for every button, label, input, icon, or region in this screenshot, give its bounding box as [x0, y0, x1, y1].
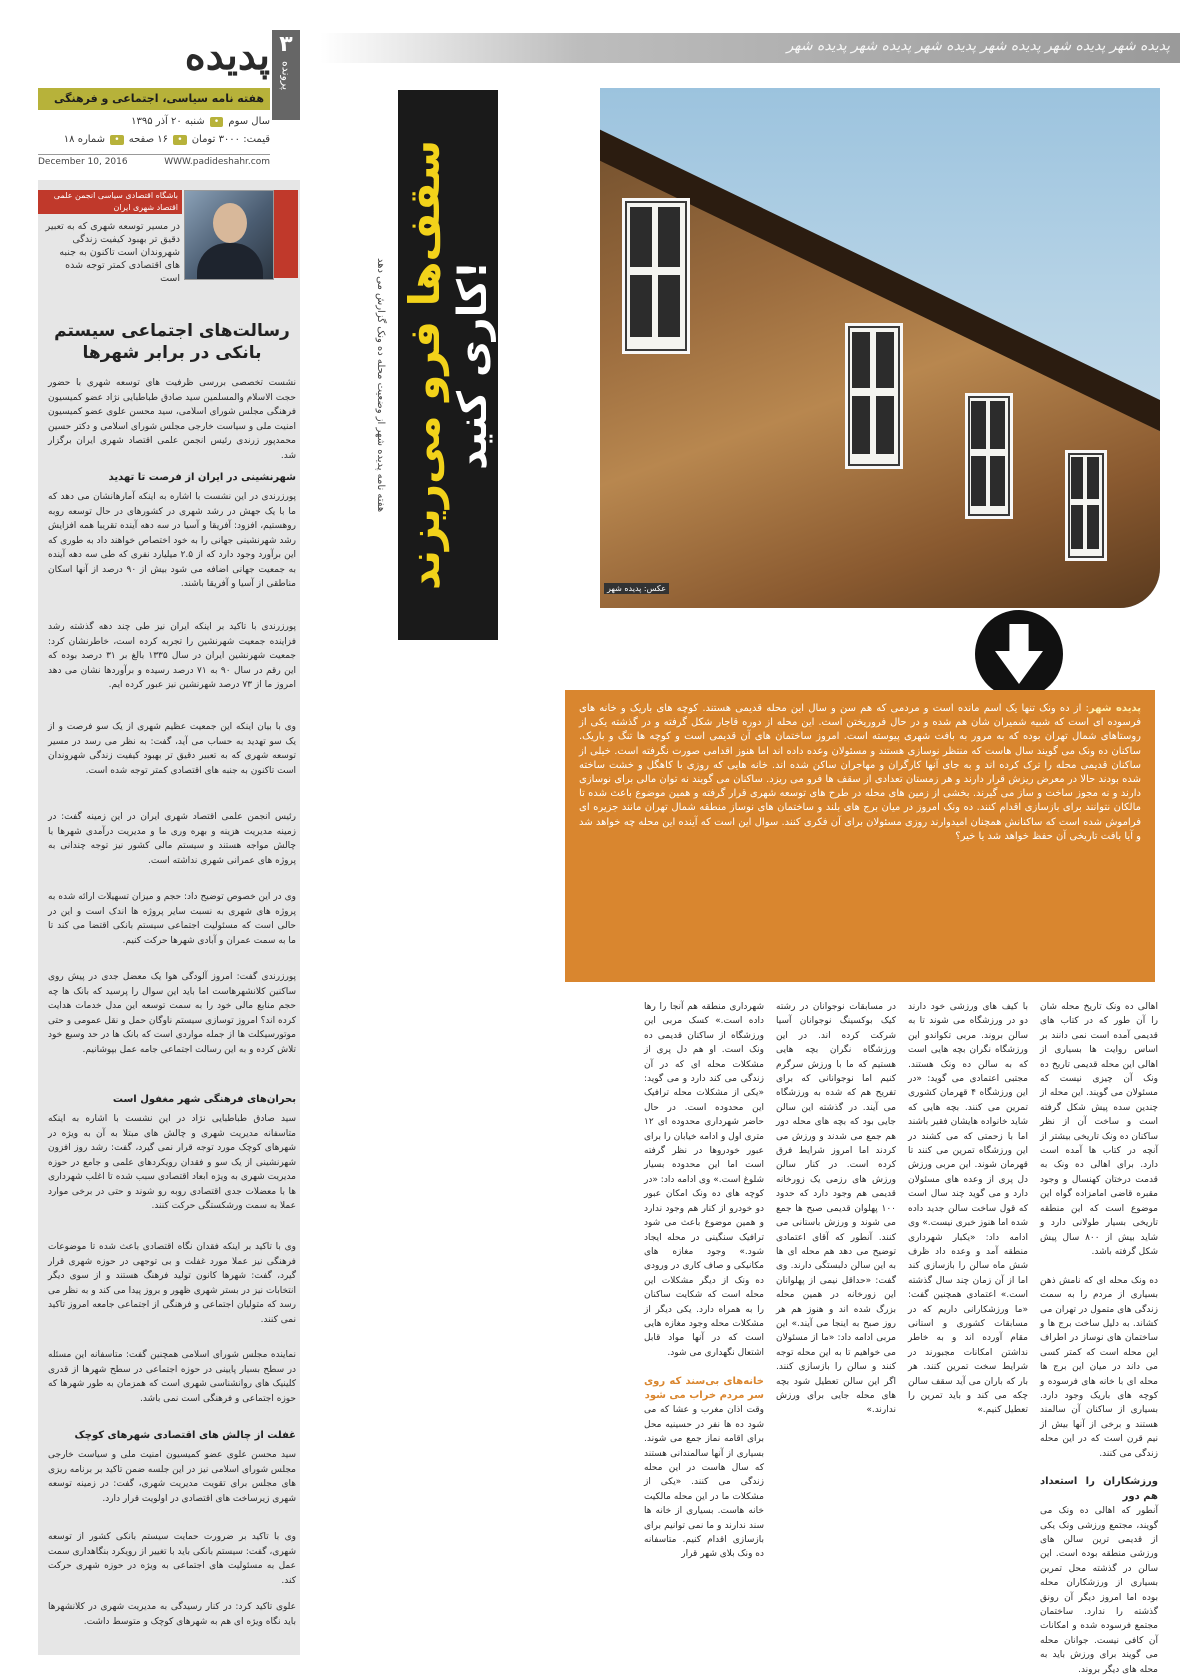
sidebar-paragraph: پورزرندی گفت: امروز آلودگی هوا یک معضل جدی در پیش روی ساکنین کلانشهرهاست اما باید این سوال را پرسید که بانک ها چه حجم منابع مالی خود را به سمت توسعه این مدل خدمات هدایت کرده اند؟ امروز توسازی سیستم ناوگان حمل و نقل عمومی و حتی موتورسیکلت ها از جمله مواردی است که بانک ها در حد وسیع خود تلاش کرده و به این رسالت اجتماعی جامه عمل بپوشانیم.: [48, 972, 296, 1055]
author-label-bar: [274, 190, 298, 278]
feature-title-block: [398, 90, 498, 640]
column-subheading: خانه‌های بی‌سند که روی سر مردم خراب می شود: [644, 1375, 764, 1401]
window: [845, 323, 903, 469]
window: [965, 393, 1013, 519]
vertical-caption: هفته نامه پدیده شهر از وضعیت محله ده ونک گزارش می دهد: [375, 257, 386, 512]
intro-lead: پدیده شهر: [1088, 703, 1141, 714]
masthead-tagline: هفته نامه سیاسی، اجتماعی و فرهنگی: [38, 88, 270, 110]
author-badge: باشگاه اقتصادی سیاسی انجمن علمی اقتصاد شهری ایران: [38, 190, 182, 214]
sidebar-paragraph: سید محسن علوی عضو کمیسیون امنیت ملی و سیاست خارجی مجلس شورای اسلامی نیز در این جلسه ضمن تاکید بر برنامه ریزی های مجلس برای تقویت مدیریت شهری، گفت: در زمینه توسعه شهری زیرساخت های اقتصادی در اولویت قرار دارد.: [48, 1450, 296, 1504]
photo-credit: عکس: پدیده شهر: [604, 583, 669, 594]
sidebar-paragraph: رئیس انجمن علمی اقتصاد شهری ایران در این زمینه گفت: در زمینه مدیریت هزینه و بهره وری ما و مدیریت درآمدی شهرها با چالش مواجه هستند و سیستم مالی کشور نیز توجه چندانی به پروژه های عمرانی شهری نداشته است.: [48, 812, 296, 866]
arrow-down-icon: [975, 610, 1063, 698]
sidebar-paragraph: نماینده مجلس شورای اسلامی همچنین گفت: متاسفانه این مسئله در سطح بسیار پایینی در حوزه اجتماعی در سطح شهرها از قدری کلینیک های روانشناسی شهری است که همزمان به طور شهرها که حوزه اجتماعی و فرهنگی است نمی باشد.: [48, 1350, 296, 1404]
page-number-box: [272, 30, 300, 120]
sidebar-lede: در مسیر توسعه شهری که به تعبیر دقیق تر بهبود کیفیت زندگی شهروندان است تاکنون به جنبه های اقتصادی کمتر توجه شده است: [45, 221, 180, 284]
masthead-logo: پدیده: [184, 32, 270, 79]
issue-info-2: قیمت: ۳۰۰۰ تومان • ۱۶ صفحه • شماره ۱۸: [63, 134, 270, 145]
window: [1065, 450, 1107, 561]
column-subheading: ورزشکاران را استعداد هم دور: [1040, 1476, 1158, 1502]
website-url[interactable]: WWW.padideshahr.com: [164, 157, 270, 167]
sidebar-paragraph: پورزرندی با تاکید بر اینکه ایران نیز طی چند دهه گذشته رشد فزاینده جمعیت شهرنشین را تجربه کرده است، خاطرنشان کرد: جمعیت شهرنشین ایران در سال ۱۳۳۵ بالغ بر ۳۱ درصد بوده که این رقم در سال ۹۰ به ۷۱ درصد رسیده و برآوردها نشان می دهد امروز ما از ۷۳ درصد شهرنشین نیز عبور کرده ایم.: [48, 622, 296, 690]
intro-box: [565, 690, 1155, 982]
sidebar: [30, 30, 300, 1625]
window: [622, 198, 690, 354]
sidebar-paragraph: نشست تخصصی بررسی ظرفیت های توسعه شهری با حضور حجت الاسلام والمسلمین سید صادق طباطبایی نژاد عضو کمیسیون فرهنگی مجلس شورای اسلامی، سید محسن علوی عضو کمیسیون امنیت ملی و سیاست خارجی مجلس شورای اسلامی و دکتر حسین محمدپور زرندی رئیس انجمن علمی اقتصاد شهری ایران برگزار شد.: [48, 378, 296, 461]
date-english: December 10, 2016: [38, 157, 128, 167]
header-band-text: پدیده شهر پدیده شهر پدیده شهر پدیده شهر پدیده شهر پدیده شهر: [786, 38, 1170, 54]
sidebar-paragraph: وی با تاکید بر ضرورت حمایت سیستم بانکی کشور از توسعه شهری، گفت: سیستم بانکی باید با تغییر از رویکرد بنگاهداری سمت عمل به مسئولیت های اجتماعی به ویژه در حوزه شهری حرکت کند.: [48, 1532, 296, 1586]
sidebar-paragraph: وی با بیان اینکه این جمعیت عظیم شهری از یک سو فرصت و از یک سو تهدید به حساب می آید، گفت: به نظر می رسد در مسیر توسعه شهری که به تعبیر دقیق تر بهبود کیفیت زندگی شهروندان است تاکنون به جنبه های اقتصادی کمتر توجه شده است.: [48, 722, 296, 776]
issue-info-1: سال سوم • شنبه ۲۰ آذر ۱۳۹۵: [131, 116, 270, 127]
feature-photo: [600, 88, 1160, 608]
opinion-panel: [38, 180, 300, 1655]
header-band: [320, 33, 1180, 63]
author-photo: [184, 190, 274, 280]
sidebar-paragraph: سید صادق طباطبایی نژاد در این نشست با اشاره به اینکه متاسفانه مدیریت شهری و چالش های مبتلا به آن به ویژه در شهرهای کوچک مورد توجه قرار نمی گیرد، گفت: رشد روز افزون شهرنشینی از یک سو و فقدان رویکردهای علمی و جامع در حوزه مدیریت شهری به ویژه ابعاد اقتصادی سبب شده تا اغلب شهرداری ها با معضلات جدی اقتصادی روبه رو شوند و حتی در برخی موارد عملا به سمت ورشکستگی حرکت کنند.: [48, 1114, 296, 1211]
sidebar-subheading: غفلت از چالش های اقتصادی شهرهای کوچک: [74, 1430, 296, 1441]
article-column-3: در مسابقات نوجوانان در رشته کیک بوکسینگ نوجوانان آسیا شرکت کرده اند. در این ورزشگاه نگران بچه هایی هستیم که ما با ورزش سرگرم کنیم اما نوجوانانی که برای تفریح هم که شده به ورزشگاه می آیند. در گذشته این سالن جایی بود که بچه های محله دور هم جمع می شدند و ورزش می کردند اما امروز شرایط فرق کرده است. در کنار سالن ورزش های رزمی یک زورخانه قدیمی هم وجود دارد که حدود ۱۰۰ پهلوان قدیمی صبح ها جمع می شوند و ورزش باستانی می کنند. آنطور که آقای اعتمادی توضیح می دهد هم محله ای ها به این سالن دلبستگی دارند. وی گفت: «حداقل نیمی از پهلوانان این زورخانه در همین محله بزرگ شده اند و هنوز هم هر روز صبح به اینجا می آیند.» این مربی ادامه داد: «ما از مسئولان می خواهیم تا به این محله توجه کنند و سالن را بازسازی کنند. اگر این سالن تعطیل شود بچه های محله جایی برای ورزش ندارند.»: [776, 1002, 896, 1416]
sidebar-paragraph: پورزرندی در این نشست با اشاره به اینکه آمارهانشان می دهد که ما با یک جهش در رشد شهری در کشورهای در حال توسعه روبه روهستیم، افزود: آفریقا و آسیا در سه دهه آینده تقریبا همه افزایش رشد شهرنشینی جهانی را به خود اختصاص خواهند داد به طوری که این برآورد وجود دارد که از ۲.۵ میلیارد نفری که طی سه دهه آینده به جمعیت جهانی اضافه می شود بیش از ۹۰ درصد از آنها اسکان مناطقی از آسیا و آفریقا باشند.: [48, 492, 296, 589]
feature-title-line-1: سقف‌ها فرو می‌ریزند: [400, 139, 449, 591]
article-column-1: اهالی ده ونک تاریخ محله شان را آن طور که در کتاب های قدیمی آمده است نمی دانند بر اساس روایت ها بسیاری از اهالی این محله قدیمی تاریخ ده ونک آن چیزی نیست که مسئولان می گویند. این محله از چندین سده پیش شکل گرفته است و ساخت آن از نظر ساکنان ده ونک تاریخی بیشتر از آنچه در کتاب ها آمده است دارد. برای اهالی ده ونک به قدمت درختان کهنسال و وجود مقبره قاضی امامزاده گواه این موضوع است که این منطقه تاریخی بسیار طولانی دارد و شاید بیش از ۸۰۰ سال پیش شکل گرفته باشد. ده ونک محله ای که نامش ذهن بسیاری از مردم را به سمت زندگی های متمول در تهران می کشاند. به دلیل ساخت برج ها و ساختمان های نوساز در اطراف این محله است که کمتر کسی می داند در میان این برج ها محله ای با خانه های فرسوده و کوچه های باریک وجود دارد. بسیاری از ساکنان آن سالمند هستند و برخی از آنها بیش از نیم قرن است که در این محله زندگی می کنند. ورزشکاران را استعداد هم دور آنطور که اهالی ده ونک می گویند، مجتمع ورزشی ونک یکی از قدیمی ترین سالن های ورزشی منطقه بوده است. این سالن در گذشته محل تمرین بسیاری از ورزشکاران محله بوده اما امروز دیگر آن رونق گذشته را ندارد. ساختمان مجتمع فرسوده شده و امکانات آن کافی نیست. جوانان محله می گویند برای ورزش باید به محله های دیگر بروند.: [1040, 1002, 1158, 1675]
sidebar-subheading: شهرنشینی در ایران از فرصت تا تهدید: [108, 472, 296, 483]
sidebar-paragraph: وی با تاکید بر اینکه فقدان نگاه اقتصادی باعث شده تا موضوعات فرهنگی نیز عملا مورد غفلت و بی توجهی در حوزه شهری قرار گیرد، گفت: شهرها کانون تولید فرهنگ هستند و از سوی دیگر انتخابات نیز در بستر شهری ظهور و بروز پیدا می کند و به نظر می رسد که متولیان اجتماعی و فرهنگی از اجتماعی جامعه امروز تاکید نمی کنند.: [48, 1242, 296, 1325]
intro-text: پدیده شهر: از ده ونک تنها یک اسم مانده است و مردمی که هم سن و سال این محله قدیمی هستند. کوچه های باریک و خانه های فرسوده ای است که شبیه شمیران شان هم شده و در حال فروریختن است. این محله از دوره قاجار شکل گرفته و در گذشته یکی از روستاهای شمال تهران بوده که به مرور به بافت شهری پیوسته است. امروز ساختمان های آن قدیمی است و کوچه ها تنگ و باریک. ساکنان ده ونک می گویند سال هاست که منتظر نوسازی هستند و مسئولان وعده داده اند اما هنوز اقدامی صورت نگرفته است. خیلی از ساکنان قدیمی محله را ترک کرده اند و به جای آنها کارگران و مهاجران ساکن شده اند. خانه هایی که روزی با کاهگل و خشت ساخته شده بودند حالا در معرض ریزش قرار دارند و هر زمستان تعدادی از سقف ها فرو می ریزد. ساکنان می گویند نه توان مالی برای نوسازی دارند و نه مجوز ساخت و ساز می گیرند. بخشی از زمین های محله در طرح های توسعه شهری قرار گرفته و همین موضوع باعث شده تا مالکان نتوانند برای بازسازی اقدام کنند. ده ونک امروز در میان برج های بلند و ساختمان های نوساز منطقه شمال تهران مانند جزیره ای فراموش شده است که ساکنانش همچنان امیدوارند روزی مسئولان برای آن فکری کنند. سوال این است که آینده این محله چه خواهد شد و آیا بافت تاریخی آن حفظ خواهد شد یا خیر؟: [579, 703, 1141, 842]
feature-title-line-2: کاری کنید!: [450, 260, 496, 470]
masthead-url-row: [38, 154, 270, 171]
article-column-4: شهرداری منطقه هم آنجا را رها داده است.» کسک مربی این ورزشگاه از ساکنان قدیمی ده ونک است. او هم دل پری از مشکلات محله ای که در آن زندگی می کند دارد و می گوید: «یکی از مشکلات محله ترافیک این محدوده است. در حال حاضر شهرداری محدوده ای ۱۲ متری اول و ادامه خیابان را برای عبور خودروها در نظر گرفته است اما این محدوده بسیار شلوغ است.» وی ادامه داد: «در کوچه های ده ونک امکان عبور دو خودرو از کنار هم وجود ندارد و همین موضوع باعث می شود ترافیک سنگینی در محله ایجاد شود.» وجود مغازه های مکانیکی و صاف کاری در ورودی ده ونک از دیگر مشکلات این محله است که شکایت ساکنان را به همراه دارد. یکی دیگر از مشکلات محله وجود مغازه هایی است که در آنها مواد قابل اشتعال نگهداری می شود. خانه‌های بی‌سند که روی سر مردم خراب می شود وقت اذان مغرب و عشا که می شود ده ها نفر در حسینیه محل برای اقامه نماز جمع می شوند. بسیاری از آنها سالمندانی هستند که سال هاست در این محله زندگی می کنند. «یکی از مشکلات ما در این محله مالکیت خانه هاست. بسیاری از خانه ها سند ندارند و ما نمی توانیم برای بازسازی اقدام کنیم. متاسفانه ده ونک بلای شهر قرار: [644, 1002, 764, 1560]
article-column-2: با کیف های ورزشی خود دارند دو در ورزشگاه می شوند تا به سالن بروند. مربی تکواندو این ورزشگاه نگران بچه هایی است که به سالن ده ونک هستند. مجتبی اعتمادی می گوید: «در این ورزشگاه ۴ قهرمان کشوری تمرین می کنند. بچه هایی که شاید خانواده هایشان فقیر باشند اما با زحمتی که می کشند در این ورزشگاه تمرین می کنند تا قهرمان شوند. این مربی ورزش دل پری از وعده های مسئولان دارد و می گوید چند سال است که قول ساخت سالن جدید داده شده اما هنوز خبری نیست.» وی ادامه داد: «یکبار شهرداری منطقه آمد و وعده داد ظرف شش ماه سالن را بازسازی کند اما از آن زمان چند سال گذشته است.» اعتمادی همچنین گفت: «ما ورزشکارانی داریم که در مسابقات کشوری و استانی مقام آورده اند و به خاطر نداشتن امکانات مجبورند در شرایط سخت تمرین کنند. هر بار که باران می آید سقف سالن چکه می کند و باید تمرین را تعطیل کنیم.»: [908, 1002, 1028, 1416]
section-label: پرونده: [279, 61, 293, 91]
sidebar-paragraph: علوی تاکید کرد: در کنار رسیدگی به مدیریت شهری در کلانشهرها باید نگاه ویژه ای هم به شهرهای کوچک و متوسط داشت.: [48, 1602, 296, 1627]
page-number: ۳: [279, 32, 293, 57]
sidebar-subheading: بحران‌های فرهنگی شهر مغفول است: [112, 1094, 296, 1105]
sidebar-paragraph: وی در این خصوص توضیح داد: حجم و میزان تسهیلات ارائه شده به پروژه های شهری به نسبت سایر پروژه ها اندک است و این در حالی است که مسئولیت اجتماعی سیستم بانکی اقتضا می کند تا ما به سمت عمران و آبادی شهرها حرکت کنیم.: [48, 892, 296, 946]
sidebar-title: رسالت‌های اجتماعی سیستم بانکی در برابر شهرها: [54, 321, 290, 363]
